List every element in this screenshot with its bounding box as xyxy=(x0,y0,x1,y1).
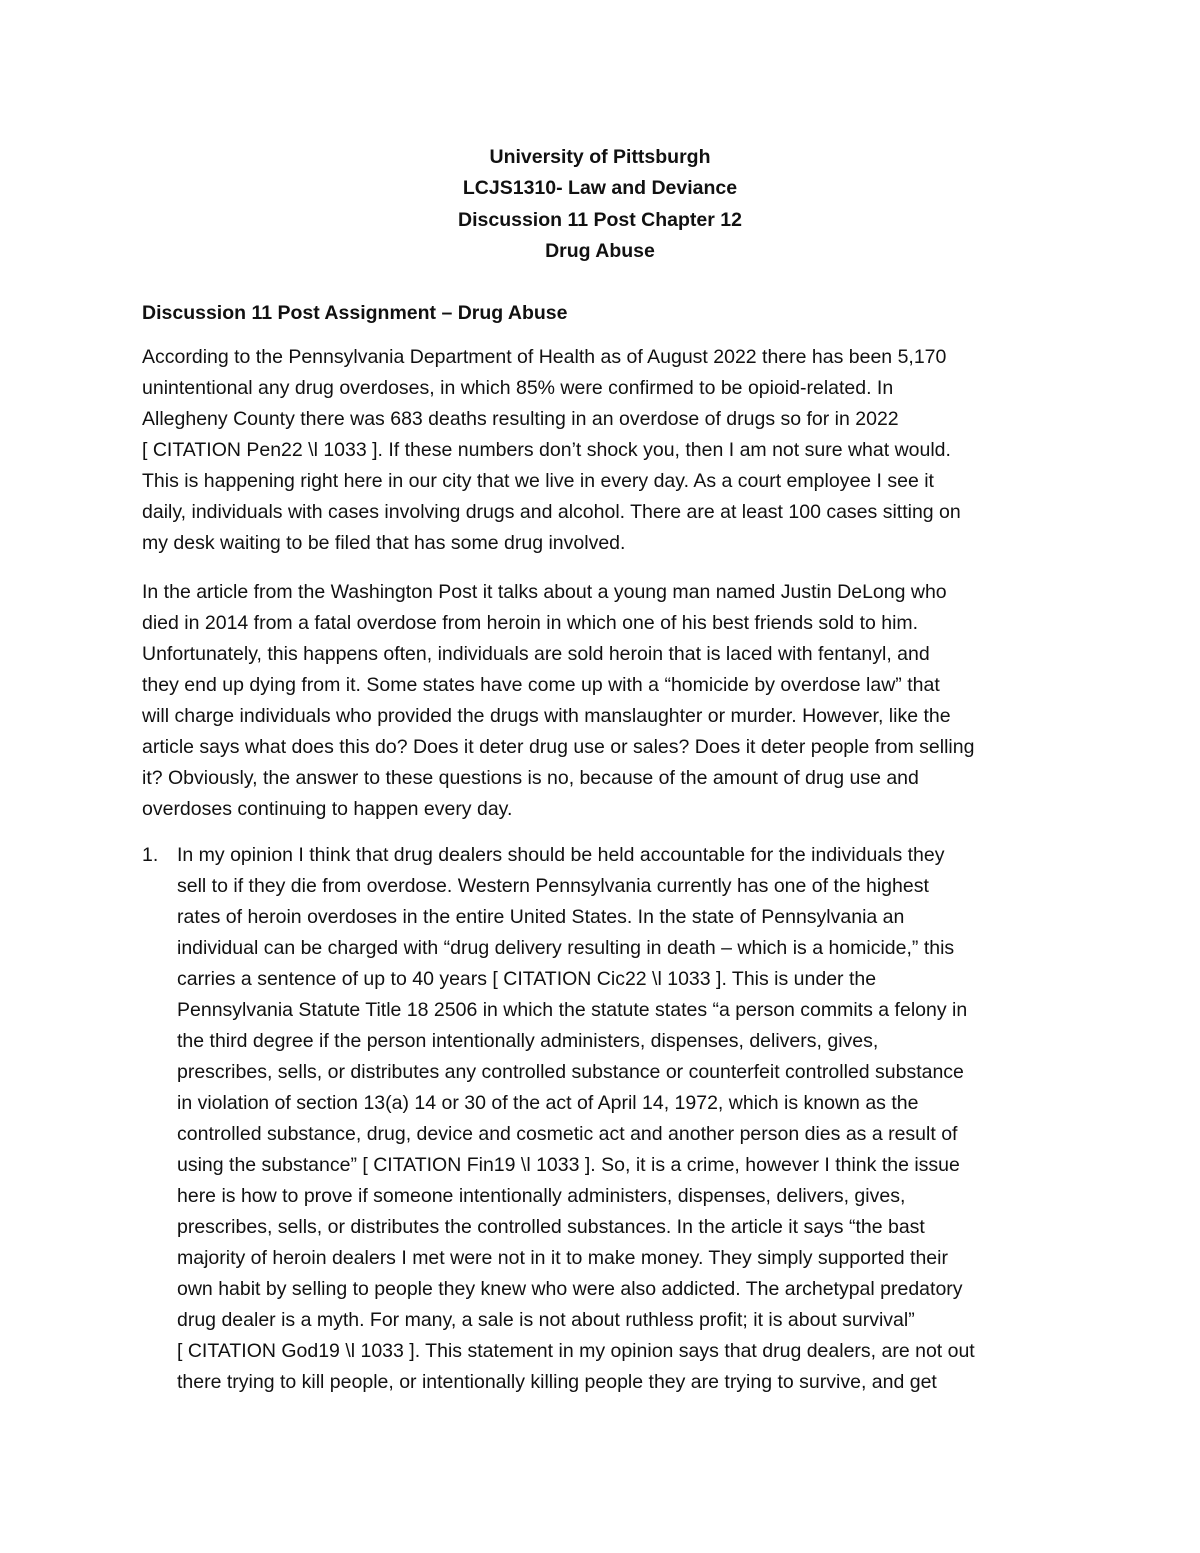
list-line: controlled substance, drug, device and cosmetic act and another person dies as a result of xyxy=(177,1123,958,1145)
paragraph-line: article says what does this do? Does it deter drug use or sales? Does it deter people from selling xyxy=(142,736,975,758)
university-title: University of Pittsburgh xyxy=(489,146,711,168)
list-line: In my opinion I think that drug dealers should be held accountable for the individuals they xyxy=(177,844,945,866)
list-line: own habit by selling to people they knew who were also addicted. The archetypal predatory xyxy=(177,1278,963,1300)
list-item-text xyxy=(177,840,1062,1398)
list-line: the third degree if the person intentionally administers, dispenses, delivers, gives, xyxy=(177,1030,879,1052)
paragraph-line: Allegheny County there was 683 deaths resulting in an overdose of drugs so for in 2022 xyxy=(142,408,899,430)
list-line: here is how to prove if someone intentionally administers, dispenses, delivers, gives, xyxy=(177,1185,906,1207)
paragraph-line: This is happening right here in our city that we live in every day. As a court employee I see it xyxy=(142,470,934,492)
section-heading: Discussion 11 Post Assignment – Drug Abuse xyxy=(142,302,568,324)
paragraph-2 xyxy=(142,577,1062,825)
course-title: LCJS1310- Law and Deviance xyxy=(462,177,738,200)
list-line: prescribes, sells, or distributes any controlled substance or counterfeit controlled substance xyxy=(177,1061,964,1083)
paragraph-line: unintentional any drug overdoses, in which 85% were confirmed to be opioid-related. In xyxy=(142,377,894,399)
list-line: prescribes, sells, or distributes the controlled substances. In the article it says “the bast xyxy=(177,1216,925,1238)
discussion-title: Discussion 11 Post Chapter 12 xyxy=(458,208,742,231)
paragraph-line: my desk waiting to be filed that has some drug involved. xyxy=(142,532,626,554)
paragraph-line: According to the Pennsylvania Department of Health as of August 2022 there has been 5,170 xyxy=(142,346,947,368)
list-item xyxy=(142,840,1062,1398)
numbered-list xyxy=(142,840,1062,1398)
list-line: in violation of section 13(a) 14 or 30 of the act of April 14, 1972, which is known as the xyxy=(177,1092,919,1114)
list-line: Pennsylvania Statute Title 18 2506 in which the statute states “a person commits a felony in xyxy=(177,999,968,1021)
list-item-number: 1. xyxy=(142,844,159,866)
paragraph-line: overdoses continuing to happen every day. xyxy=(142,798,513,820)
paragraph-line: Unfortunately, this happens often, individuals are sold heroin that is laced with fentanyl, and xyxy=(142,643,930,665)
list-line: sell to if they die from overdose. Western Pennsylvania currently has one of the highest xyxy=(177,875,929,897)
document-header xyxy=(0,142,1200,267)
paragraph-1 xyxy=(142,342,1062,559)
list-line: [ CITATION God19 \l 1033 ]. This statement in my opinion says that drug dealers, are not out xyxy=(177,1340,975,1362)
paragraph-line: died in 2014 from a fatal overdose from heroin in which one of his best friends sold to him. xyxy=(142,612,919,634)
paragraph-line: it? Obviously, the answer to these questions is no, because of the amount of drug use and xyxy=(142,767,919,789)
paragraph-line: daily, individuals with cases involving drugs and alcohol. There are at least 100 cases sitting on xyxy=(142,501,961,523)
list-line: carries a sentence of up to 40 years [ CITATION Cic22 \l 1033 ]. This is under the xyxy=(177,968,877,990)
list-line: individual can be charged with “drug delivery resulting in death – which is a homicide,” this xyxy=(177,937,955,959)
list-line: using the substance” [ CITATION Fin19 \l 1033 ]. So, it is a crime, however I think the issue xyxy=(177,1154,960,1176)
list-line: majority of heroin dealers I met were not in it to make money. They simply supported their xyxy=(177,1247,948,1269)
list-line: rates of heroin overdoses in the entire United States. In the state of Pennsylvania an xyxy=(177,906,905,928)
paragraph-line: In the article from the Washington Post it talks about a young man named Justin DeLong who xyxy=(142,581,947,603)
paragraph-line: [ CITATION Pen22 \l 1033 ]. If these numbers don’t shock you, then I am not sure what would. xyxy=(142,439,951,461)
topic-title: Drug Abuse xyxy=(545,239,655,262)
list-line: there trying to kill people, or intentionally killing people they are trying to survive, and get xyxy=(177,1371,937,1393)
list-line: drug dealer is a myth. For many, a sale is not about ruthless profit; it is about survival” xyxy=(177,1309,915,1331)
paragraph-line: they end up dying from it. Some states have come up with a “homicide by overdose law” that xyxy=(142,674,940,696)
paragraph-line: will charge individuals who provided the drugs with manslaughter or murder. However, like the xyxy=(142,705,951,727)
